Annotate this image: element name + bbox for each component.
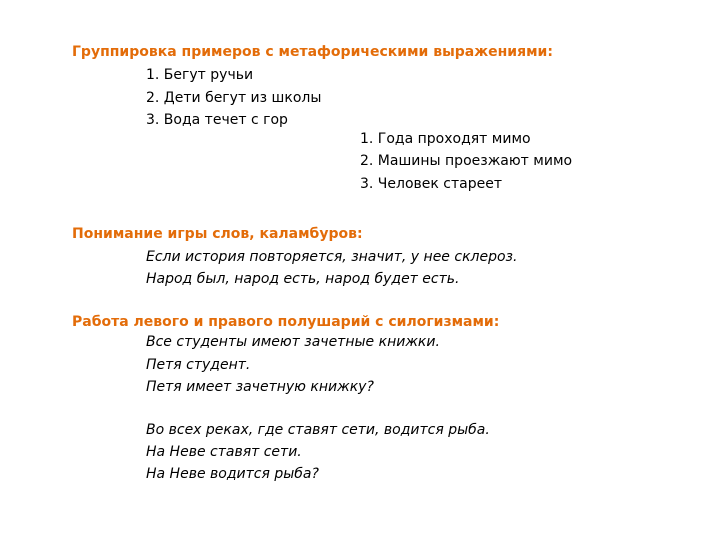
text-line: Если история повторяется, значит, у нее склероз. <box>146 249 518 265</box>
list-item: 1. Бегут ручьи <box>146 67 254 83</box>
list-item: 3. Человек стареет <box>360 176 503 192</box>
section-heading-wordplay: Понимание игры слов, каламбуров: <box>72 226 363 242</box>
section-heading-metaphors: Группировка примеров с метафорическими выражениями: <box>72 44 553 60</box>
list-item: 3. Вода течет с гор <box>146 112 288 128</box>
text-line: Во всех реках, где ставят сети, водится рыба. <box>146 422 490 438</box>
list-item: 2. Машины проезжают мимо <box>360 153 573 169</box>
text-line: На Неве ставят сети. <box>146 444 302 460</box>
section-heading-syllogisms: Работа левого и правого полушарий с силогизмами: <box>72 314 500 330</box>
list-item: 2. Дети бегут из школы <box>146 90 322 106</box>
text-line: Петя студент. <box>146 357 251 373</box>
list-item: 1. Года проходят мимо <box>360 131 531 147</box>
text-line: Все студенты имеют зачетные книжки. <box>146 334 440 350</box>
text-line: На Неве водится рыба? <box>146 466 319 482</box>
text-line: Народ был, народ есть, народ будет есть. <box>146 271 460 287</box>
text-line: Петя имеет зачетную книжку? <box>146 379 374 395</box>
